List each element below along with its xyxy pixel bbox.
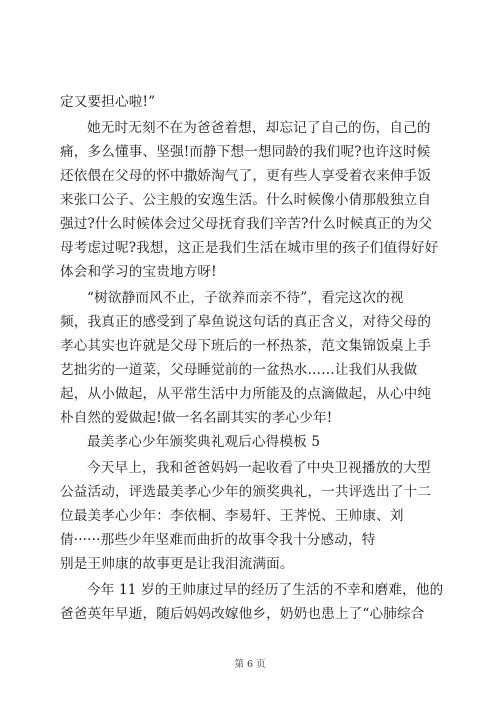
text-line: 位最美孝心少年：李依桐、李易轩、王荠悦、王帅康、刘	[60, 508, 404, 524]
text-line: 爸爸英年早逝，随后妈妈改嫁他乡，奶奶也患上了“心肺综合	[60, 606, 425, 622]
text-line: 孝心其实也许就是父母下班后的一杯热茶，范文集锦饭桌上手	[60, 338, 432, 354]
paragraph-start-line: 今年 11 岁的王帅康过早的经历了生活的不幸和磨难，他的	[87, 582, 444, 598]
text-line: 定又要担心啦!”	[60, 94, 156, 110]
text-line: 起，从小做起，从平常生活中力所能及的点滴做起，从心中纯	[60, 386, 432, 402]
text-line: 强过?什么时候体会过父母抚育我们辛苦?什么时候真正的为父	[60, 216, 433, 232]
paragraph-start-line: 今天早上，我和爸爸妈妈一起收看了中央卫视播放的大型	[87, 460, 431, 476]
text-line: 频，我真正的感受到了皋鱼说这句话的真正含义，对待父母的	[60, 314, 432, 330]
text-line: 还依偎在父母的怀中撒娇淘气了，更有些人享受着衣来伸手饭	[60, 168, 432, 184]
text-line: 来张口公子、公主般的安逸生活。什么时候像小倩那般独立自	[60, 192, 432, 208]
text-line: 痛，多么懂事、坚强!而静下想一想同龄的我们呢?也许这时候	[60, 144, 431, 160]
text-line: 朴自然的爱做起!做一名名副其实的孝心少年!	[60, 410, 333, 426]
section-heading: 最美孝心少年颁奖典礼观后心得模板 5	[87, 434, 321, 450]
text-line: 别是王帅康的故事更是让我泪流满面。	[60, 556, 294, 572]
text-line: 艺拙劣的一道菜，父母睡觉前的一盆热水……让我们从我做	[60, 362, 418, 378]
text-line: 公益活动，评选最美孝心少年的颁奖典礼，一共评选出了十二	[60, 484, 432, 500]
text-line: 母考虑过呢?我想，这正是我们生活在城市里的孩子们值得好好	[60, 240, 439, 256]
page-number: 第 6 页	[234, 659, 266, 670]
paragraph-start-line: “树欲静而风不止，子欲养而亲不待”，看完这次的视	[87, 290, 404, 306]
paragraph-start-line: 她无时无刻不在为爸爸着想，却忘记了自己的伤，自己的	[87, 120, 431, 136]
text-line: 倩······那些少年坚难而曲折的故事令我十分感动，特	[60, 532, 376, 548]
text-line: 体会和学习的宝贵地方呀!	[60, 264, 217, 280]
